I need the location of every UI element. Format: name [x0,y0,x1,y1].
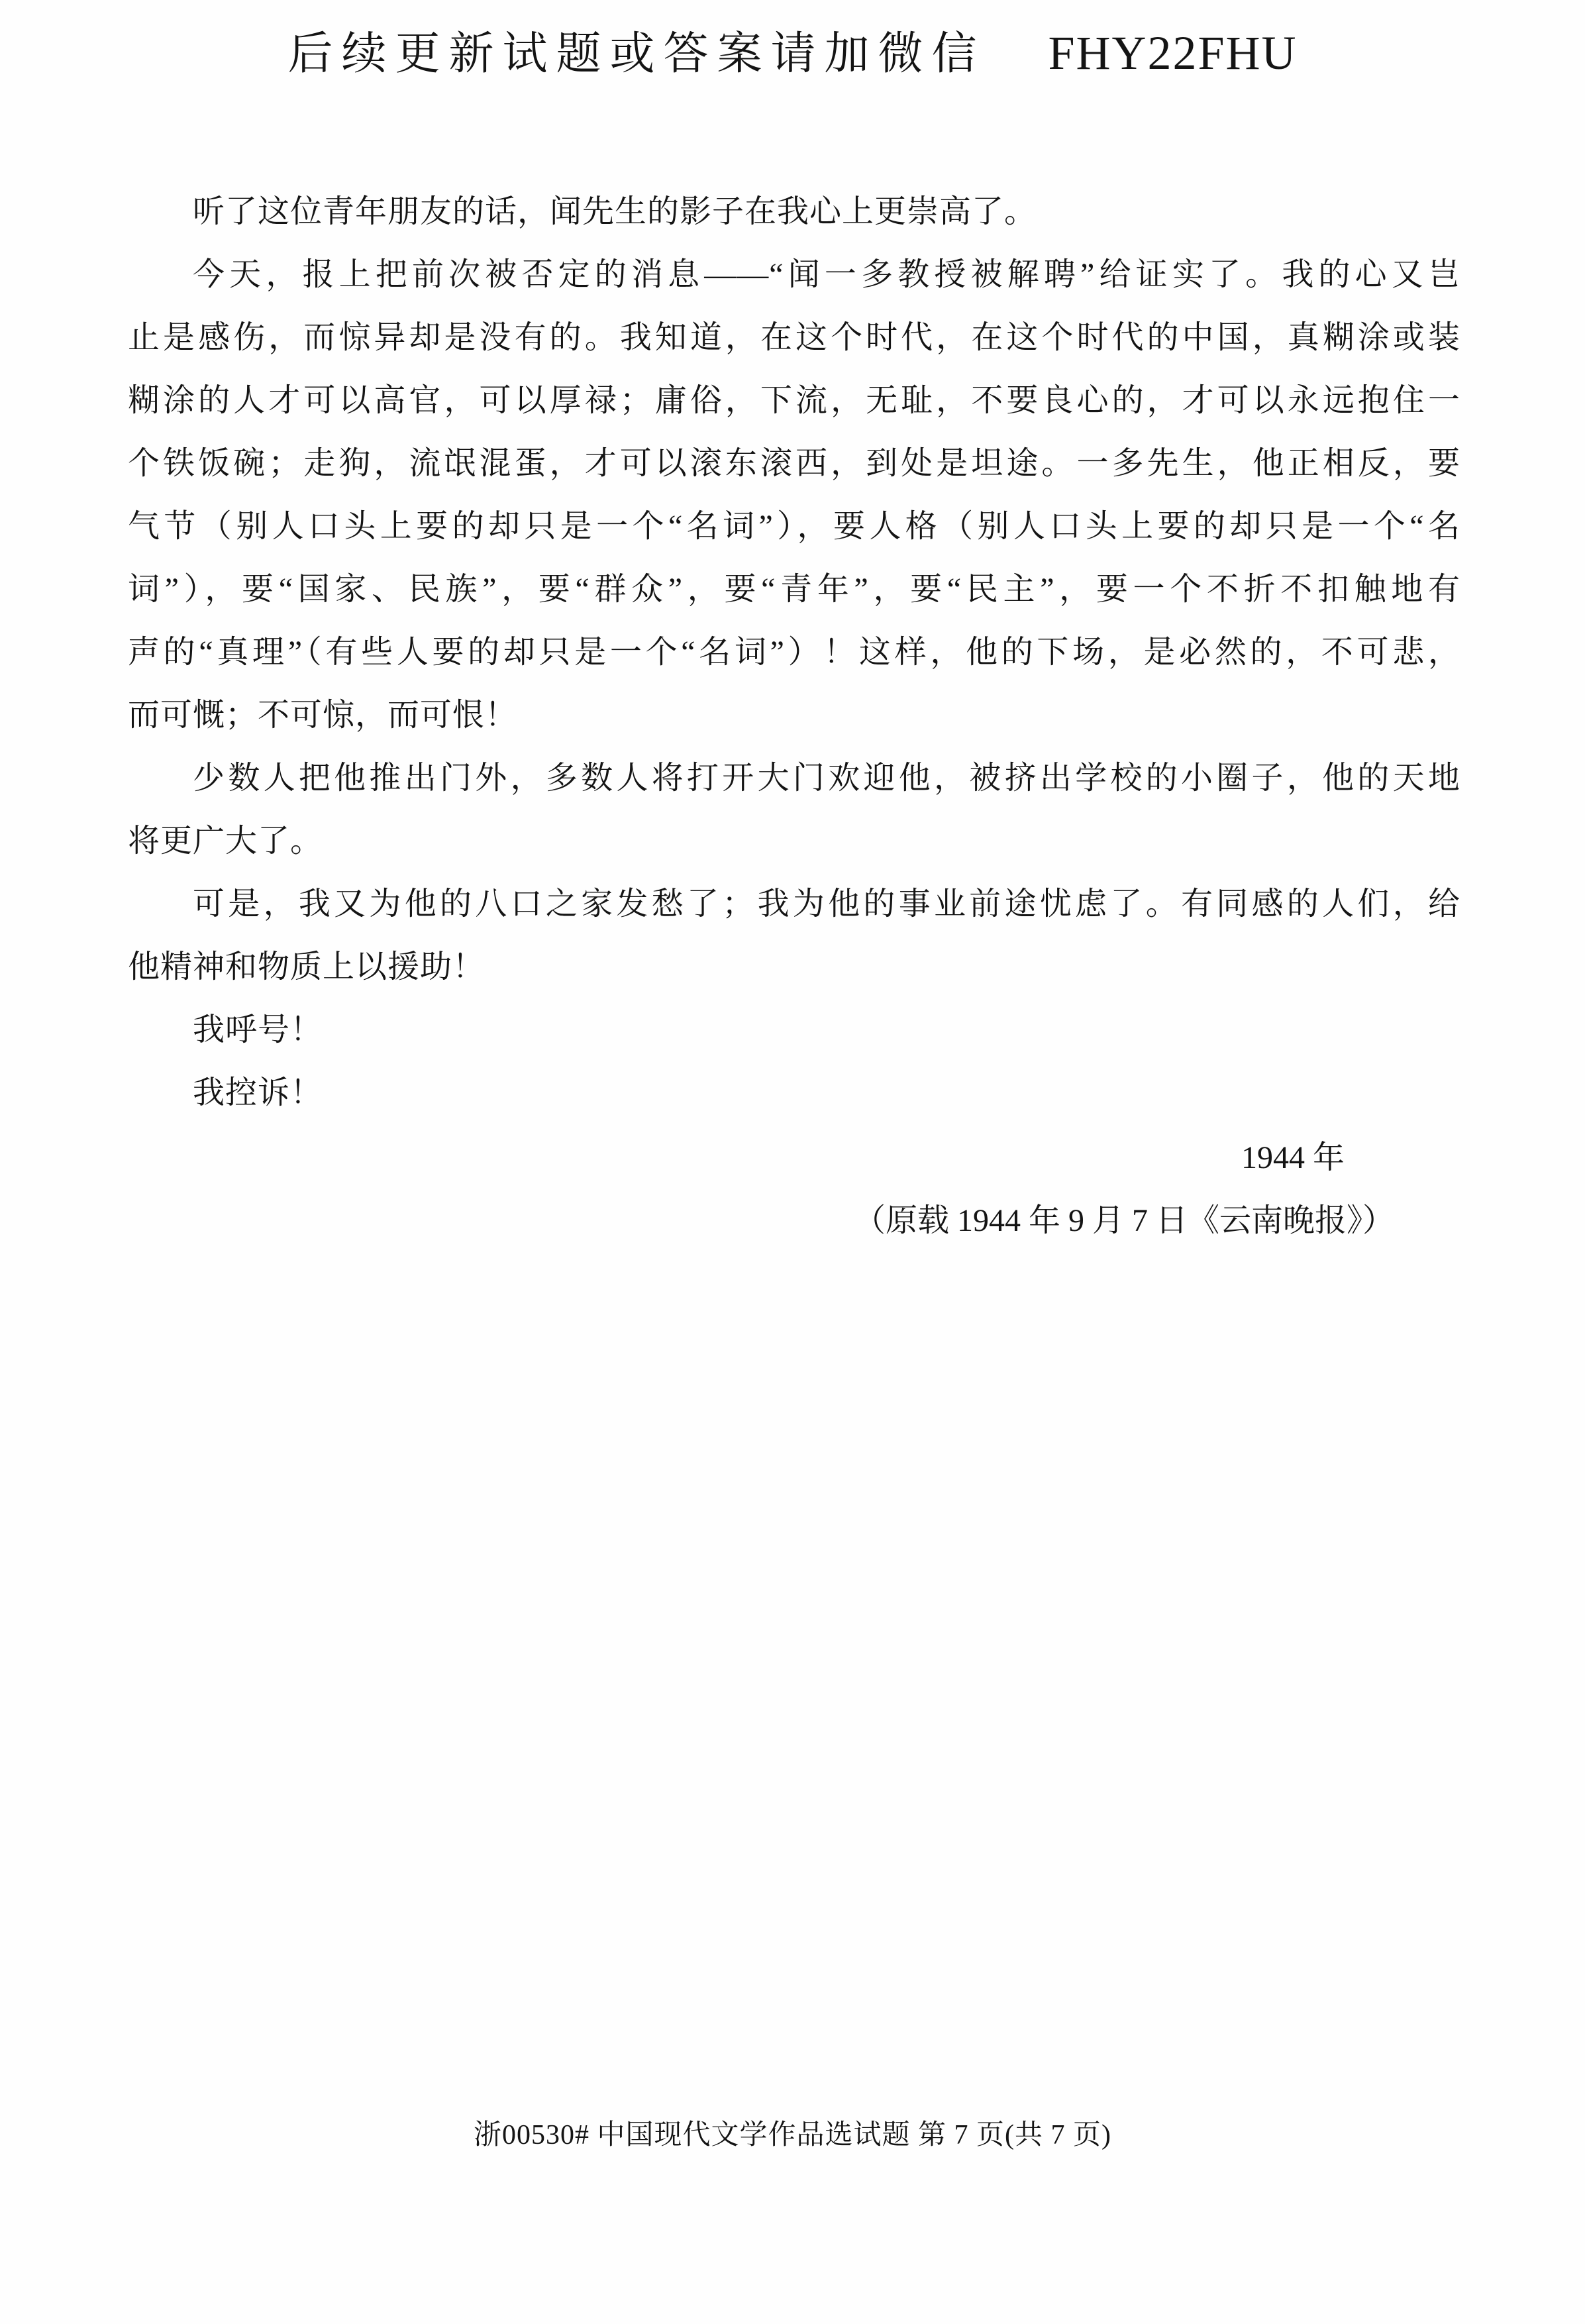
text-line: 我控诉！ [193,1075,323,1110]
byline-year: 1944 年 [1241,1140,1345,1175]
text-line: 而可慨；不可惊，而可恨！ [128,698,518,733]
text-line: 声的“真理”（有些人要的却只是一个“名词”）！这样，他的下场，是必然的，不可悲， [128,635,1460,670]
text-line: 少数人把他推出门外，多数人将打开大门欢迎他，被挤出学校的小圈子，他的天地 [193,761,1460,796]
byline-source: （原载 1944 年 9 月 7 日《云南晚报》） [853,1203,1394,1238]
header-wechat-id: FHY22FHU [1048,26,1298,79]
text-line: 今天，报上把前次被否定的消息——“闻一多教授被解聘”给证实了。我的心又岂 [193,257,1460,292]
text-line: 词”），要“国家、民族”，要“群众”，要“青年”，要“民主”，要一个不折不扣触地有 [128,572,1460,607]
footer-text: 浙00530# 中国现代文学作品选试题 第 7 页(共 7 页) [474,2120,1111,2150]
text-line: 糊涂的人才可以高官，可以厚禄；庸俗，下流，无耻，不要良心的，才可以永远抱住一 [128,383,1460,418]
article-body [128,180,1460,1124]
text-line: 个铁饭碗；走狗，流氓混蛋，才可以滚东滚西，到处是坦途。一多先生，他正相反，要 [128,446,1460,481]
text-line: 止是感伤，而惊异却是没有的。我知道，在这个时代，在这个时代的中国，真糊涂或装 [128,320,1460,355]
text-line: 气节（别人口头上要的却只是一个“名词”），要人格（别人口头上要的却只是一个“名 [128,509,1460,544]
text-line: 将更广大了。 [128,823,323,859]
header-wechat-note: 后续更新试题或答案请加微信 [287,28,986,79]
text-line: 他精神和物质上以援助！ [128,949,486,984]
text-line: 我呼号！ [193,1012,323,1047]
page-footer [0,2115,1585,2156]
page-header [0,20,1585,87]
text-line: 可是，我又为他的八口之家发愁了；我为他的事业前途忧虑了。有同感的人们，给 [193,886,1460,922]
text-line: 听了这位青年朋友的话，闻先生的影子在我心上更崇高了。 [193,194,1037,229]
